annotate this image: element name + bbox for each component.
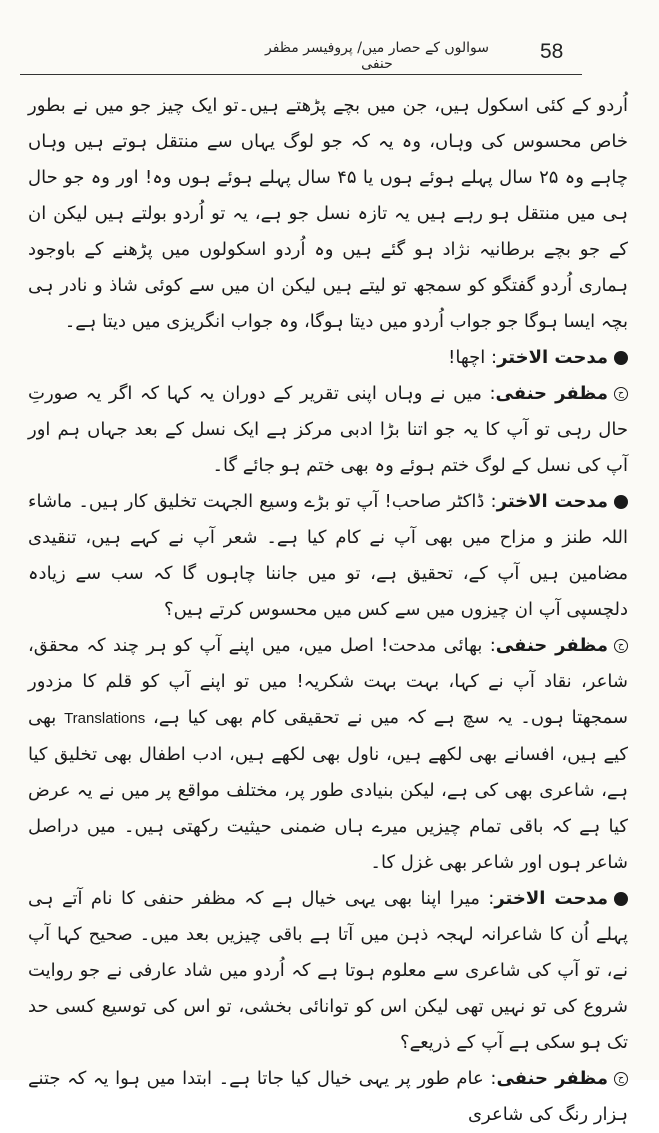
dialogue-entry: مدحت الاختر: اچھا! [28, 340, 628, 376]
answer-bullet-icon: ح [614, 387, 628, 401]
page-number: 58 [540, 40, 564, 63]
entry-text: عام طور پر یہی خیال کیا جاتا ہے۔ ابتدا میں ہوا یہ کہ جتنے ہزار رنگ کی شاعری [28, 1068, 628, 1125]
latin-word: Translations [64, 710, 146, 727]
intro-paragraph: اُردو کے کئی اسکول ہیں، جن میں بچے پڑھتے ہیں۔تو ایک چیز جو میں نے بطور خاص محسوس کی وہاں، وہ یہ کہ جو لوگ یہاں سے منتقل ہوتے ہیں وہاں چاہے وہ ۲۵ سال پہلے ہوئے ہوں یا ۴۵ سال پہلے ہوئے ہوں وہ! اور وہ جو حال ہی میں منتقل ہو رہے ہیں یہ تازہ نسل جو ہے، یہ تو اُردو بولتے ہیں لیکن ان کے جو بچے برطانیہ نژاد ہو گئے ہیں وہ اُردو اسکولوں میں پڑھنے کے باوجود ہماری اُردو گفتگو کو سمجھ تو لیتے ہیں لیکن ان میں سے کوئی شاذ و نادر ہی بچہ ایسا ہوگا جو جواب اُردو میں دیتا ہوگا، وہ جواب انگریزی میں دیتا ہے۔ [28, 95, 628, 332]
dialogue-entry: مدحت الاختر: میرا اپنا بھی یہی خیال ہے کہ مظفر حنفی کا نام آتے ہی پہلے اُن کا شاعرانہ لہجہ ذہن میں آتا ہے باقی چیزیں بعد میں۔ صحیح کہا آپ نے، تو آپ کی شاعری سے معلوم ہوتا ہے کہ اُردو میں شاد عارفی نے جو روایت شروع کی تو نہیں تھی لیکن اس کو توانائی بخشی، تو اس کی توسیع کسی حد تک ہو سکی ہے آپ کے ذریعے؟ [28, 888, 628, 1053]
body-text [28, 88, 628, 1133]
answer-bullet-icon: ح [614, 639, 628, 653]
questioner-bullet-icon [614, 892, 628, 906]
dialogue-entry: حمظفر حنفی: بھائی مدحت! اصل میں، میں اپنے آپ کو ہر چند کہ محقق، شاعر، نقاد آپ نے کہا، بہت بہت شکریہ! میں تو اپنے آپ کو قلم کا مزدور سمجھتا ہوں۔ یہ سچ ہے کہ میں نے تحقیقی کام بھی کیا ہے، Translations بھی کیے ہیں، افسانے بھی لکھے ہیں، ناول بھی لکھے ہیں، ادب اطفال بھی تخلیق کیا ہے، شاعری بھی کی ہے، لیکن بنیادی طور پر، مختلف مواقع پر میں نے یہ عرض کیا ہے کہ باقی تمام چیزیں میرے ہاں ضمنی حیثیت رکھتی ہیں۔ میں دراصل شاعر ہوں اور شاعر بھی غزل کا۔ [28, 635, 628, 873]
entry-text: اچھا! [448, 347, 486, 368]
entry-text: بھی کیے ہیں، افسانے بھی لکھے ہیں، ناول بھی لکھے ہیں، ادب اطفال بھی تخلیق کیا ہے، شاعری بھی کی ہے، لیکن بنیادی طور پر، مختلف مواقع پر میں نے یہ عرض کیا ہے کہ باقی تمام چیزیں میرے ہاں ضمنی حیثیت رکھتی ہیں۔ میں دراصل شاعر ہوں اور شاعر بھی غزل کا۔ [28, 707, 628, 873]
speaker-name: مدحت الاختر [497, 347, 608, 368]
entry-text: ڈاکٹر صاحب! آپ تو بڑے وسیع الجہت تخلیق کار ہیں۔ ماشاء اللہ طنز و مزاح میں بھی آپ نے کام کیا ہے۔ شعر آپ نے کہے ہیں، تنقیدی مضامین ہیں آپ کے، تحقیق ہے، تو میں جاننا چاہوں گا کہ سب سے زیادہ دلچسپی آپ ان چیزوں میں سے کس میں محسوس کرتے ہیں؟ [28, 491, 628, 620]
speaker-name: مظفر حنفی [496, 1068, 608, 1089]
dialogue-entry: حمظفر حنفی: عام طور پر یہی خیال کیا جاتا ہے۔ ابتدا میں ہوا یہ کہ جتنے ہزار رنگ کی شاعری [28, 1068, 628, 1125]
answer-bullet-icon: ح [614, 1072, 628, 1086]
running-header: سوالوں کے حصار میں/ پروفیسر مظفر حنفی [265, 40, 489, 72]
speaker-name: مظفر حنفی [495, 383, 608, 404]
questioner-bullet-icon [614, 495, 628, 509]
dialogue-entry: مدحت الاختر: ڈاکٹر صاحب! آپ تو بڑے وسیع الجہت تخلیق کار ہیں۔ ماشاء اللہ طنز و مزاح میں بھی آپ نے کام کیا ہے۔ شعر آپ نے کہے ہیں، تنقیدی مضامین ہیں آپ کے، تحقیق ہے، تو میں جاننا چاہوں گا کہ سب سے زیادہ دلچسپی آپ ان چیزوں میں سے کس میں محسوس کرتے ہیں؟ [28, 491, 628, 620]
entry-text: میں نے وہاں اپنی تقریر کے دوران یہ کہا کہ اگر یہ صورتِ حال رہی تو آپ کا یہ جو اتنا بڑا ادبی مرکز ہے ایک نسل کے بعد جہاں ہم اور آپ کی نسل کے لوگ ختم ہوئے وہ بھی ختم ہو جائے گا۔ [28, 383, 628, 476]
speaker-name: مدحت الاختر [496, 491, 608, 512]
speaker-name: مدحت الاختر [494, 888, 608, 909]
entry-text: بھائی مدحت! اصل میں، میں اپنے آپ کو ہر چند کہ محقق، شاعر، نقاد آپ نے کہا، بہت بہت شکریہ! میں تو اپنے آپ کو قلم کا مزدور سمجھتا ہوں۔ یہ سچ ہے کہ میں نے تحقیقی کام بھی کیا ہے، [28, 635, 628, 728]
header-rule [20, 74, 582, 75]
dialogue-entry: حمظفر حنفی: میں نے وہاں اپنی تقریر کے دوران یہ کہا کہ اگر یہ صورتِ حال رہی تو آپ کا یہ جو اتنا بڑا ادبی مرکز ہے ایک نسل کے بعد جہاں ہم اور آپ کی نسل کے لوگ ختم ہوئے وہ بھی ختم ہو جائے گا۔ [28, 383, 628, 476]
speaker-name: مظفر حنفی [495, 635, 608, 656]
entry-text: میرا اپنا بھی یہی خیال ہے کہ مظفر حنفی کا نام آتے ہی پہلے اُن کا شاعرانہ لہجہ ذہن میں آتا ہے باقی چیزیں بعد میں۔ صحیح کہا آپ نے، تو آپ کی شاعری سے معلوم ہوتا ہے کہ اُردو میں شاد عارفی نے جو روایت شروع کی تو نہیں تھی لیکن اس کو توانائی بخشی، تو اس کی توسیع کسی حد تک ہو سکی ہے آپ کے ذریعے؟ [28, 888, 628, 1053]
questioner-bullet-icon [614, 351, 628, 365]
